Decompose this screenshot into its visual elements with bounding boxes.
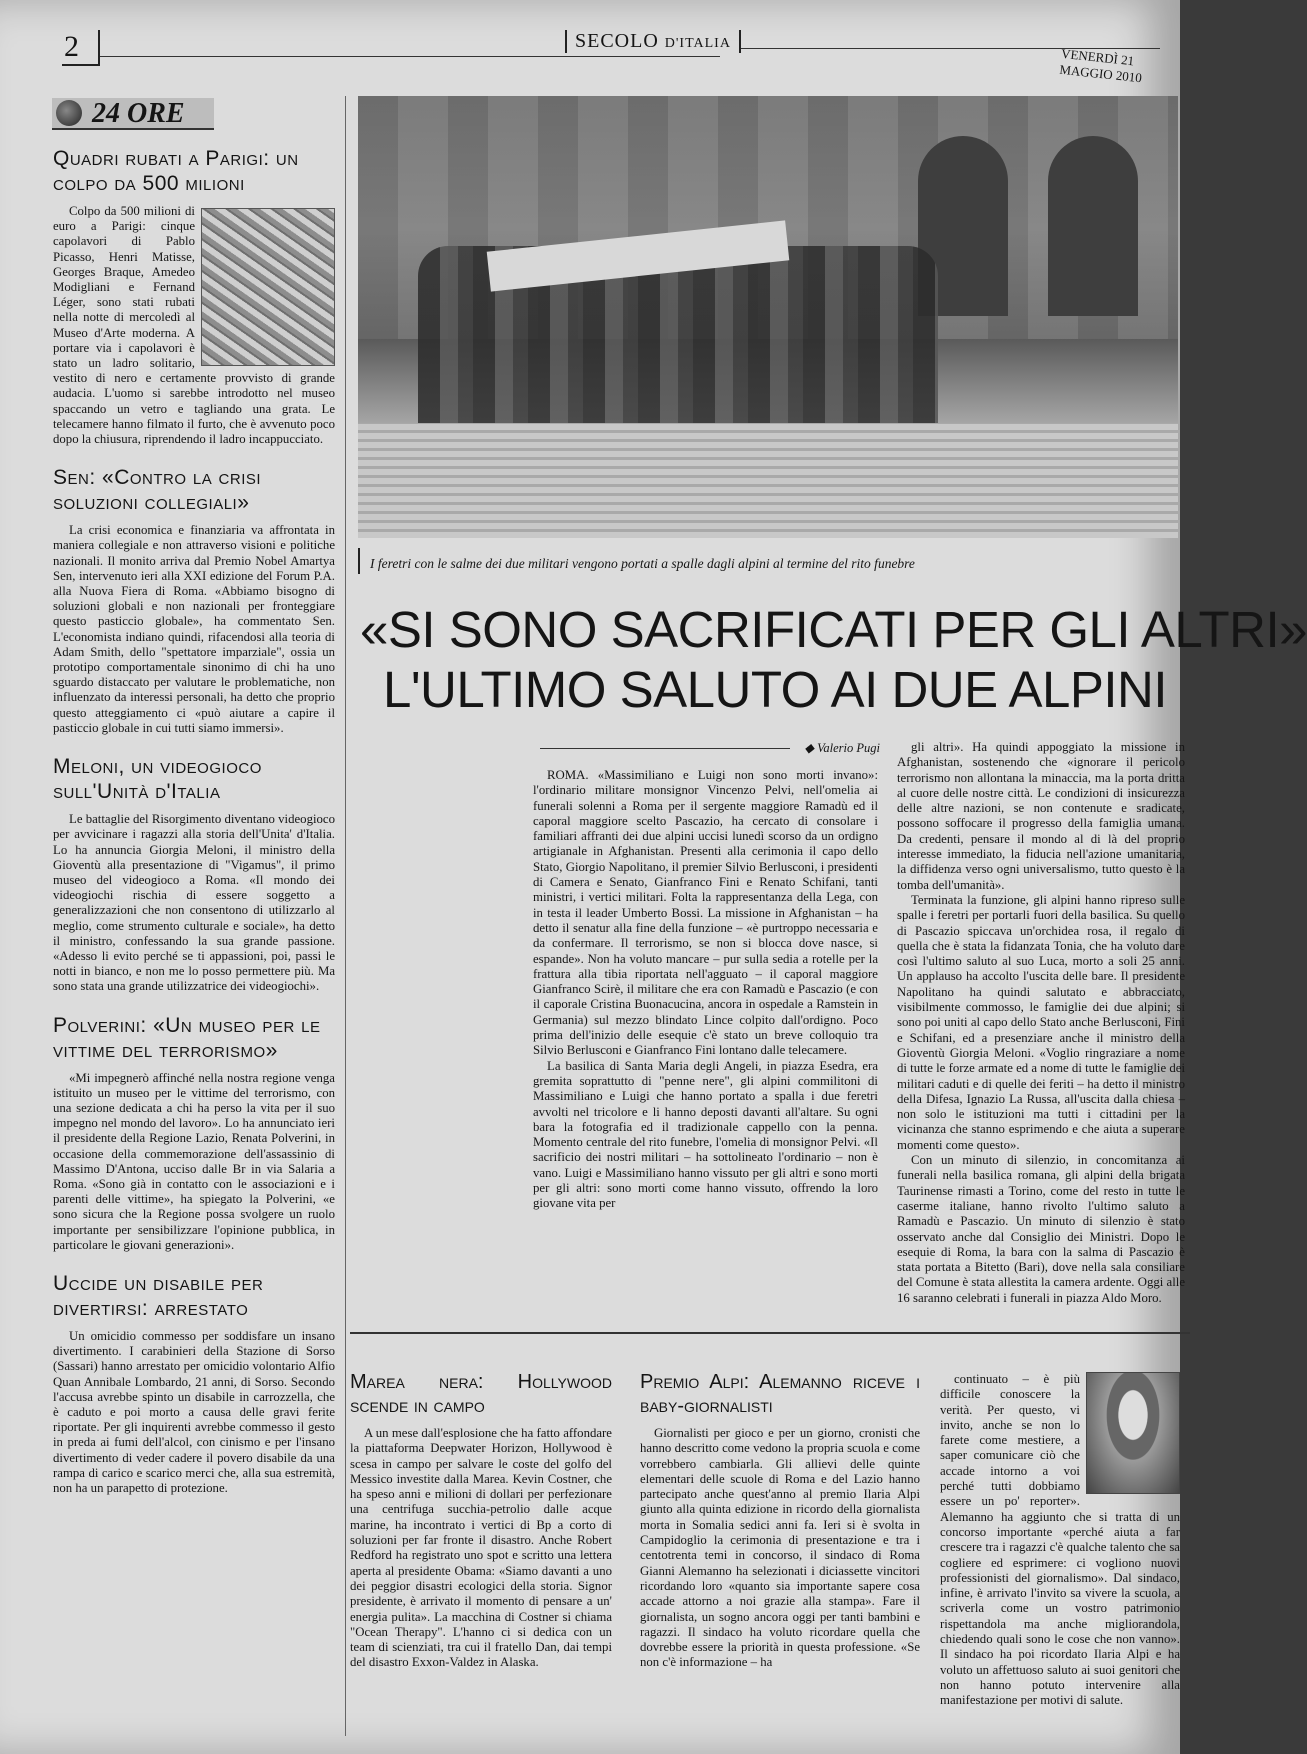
painting-thumbnail (201, 208, 335, 366)
paper-name-suffix: D'ITALIA (664, 36, 731, 51)
bottom-article-premio-alpi (640, 1370, 920, 1671)
page-number: 2 (62, 30, 100, 66)
section-logo (52, 98, 214, 130)
article-body: La crisi economica e finanziaria va affrontata in maniera collegiale e non attraverso visioni e politiche nazionali. Il monito arriva dal Premio Nobel Amartya Sen, intervenuto ieri alla XXI edizione del Forum P.A. alla Nuova Fiera di Roma. «Abbiamo bisogno di soluzioni globali e non nazionali per fronteggiare questo pasticcio globale», ha commentato Sen. L'economista indiano quindi, rifacendosi alla teoria di Adam Smith, dello "spettatore imparziale", ossia un prototipo comportamentale sinonimo di chi ha uno sguardo distaccato per valutare le problematiche, non influenzato da interessi personali, ha detto che proprio questo atteggiamento ci «può aiutare a capire il pasticcio globale in cui tutti siamo immersi». (53, 523, 335, 735)
article-body: Colpo da 500 milioni di euro a Parigi: cinque capolavori di Pablo Picasso, Henri Matisse, Georges Braque, Amedeo Modigliani e Fernand Léger, sono stati rubati nella notte di mercoledì al Museo d'Arte moderna. A portare via i capolavori è stato un ladro solitario, vestito di nero e certamente provvisto di grande audacia. L'uomo si sarebbe introdotto nel museo spaccando un vetro e tagliando una grata. Le telecamere hanno filmato il furto, che è avvenuto poco dopo la chiusura, riprendendo il ladro incappucciato. (53, 204, 335, 447)
article-body: A un mese dall'esplosione che ha fatto affondare la piattaforma Deepwater Horizon, Hollywood è scesa in campo per salvare le coste del golfo del Messico investite dalla Marea. Kevin Costner, che ha speso anni e milioni di dollari per perfezionare una centrifuga succhia-petrolio dalle acque marine, ha incontrato i vertici di Bp a corto di soluzioni per far fronte il disastro. Anche Robert Redford ha registrato uno spot e scritto una lettera aperta al presidente Obama: «Siamo davanti a uno dei peggior disastri ecologici della storia. Signor presidente, è arrivato il momento di pensare a un' energia pulita». La macchina di Costner si chiama "Ocean Therapy". L'hanno ci si dedica con un team di scienziati, tra cui il fratello Dan, dai tempi del disastro Exxon-Valdez in Alaska. (350, 1426, 612, 1670)
article-body: Giornalisti per gioco e per un giorno, cronisti che hanno descritto come vedono la propria scuola e come vorrebbero cambiarla. Gli allievi delle quinte elementari delle scuole di Roma e del Lazio hanno partecipato anche quest'anno al premio Ilaria Alpi giunto alla quinta edizione in ricordo della giornalista morta in Somalia sedici anni fa. Ieri si è svolta in Campidoglio la cerimonia di presentazione e tra i centotrenta temi in concorso, il sindaco di Roma Gianni Alemanno ha selezionati i diciassette vincitori ricordando loro «quanto sia importante sapere cosa accade attorno a noi grazie alla stampa». Fare il giornalista, un sogno ancora oggi per tanti bambini e ragazzi. Il sindaco ha voluto ricordare quella che dovrebbe essere la priorità in questa professione. «Se non c'è informazione – ha (640, 1426, 920, 1670)
article-body: Un omicidio commesso per soddisfare un insano divertimento. I carabinieri della Stazione di Sorso (Sassari) hanno arrestato per omicidio volontario Alfio Quan Annibale Lombardo, 21 anni, di Sorso. Secondo l'accusa avrebbe spinto un disabile in carrozzella, che è caduto e poi morto a causa delle gravi ferite riportate. Per gli inquirenti avrebbe commesso il gesto in preda ai fumi dell'alcol, con cinismo e per l'insano divertimento di veder cadere il povero disabile da una rampa di carico e scarico merci che, alla sua estremità, non ha un parapetto di protezione. (53, 1328, 335, 1495)
column-divider (345, 96, 346, 1736)
alemanno-portrait (1086, 1372, 1180, 1494)
article-title: Quadri rubati a Parigi: un colpo da 500 milioni (53, 147, 299, 195)
funeral-photo (358, 96, 1178, 538)
article-title: Marea nera: Hollywood scende in campo (350, 1371, 612, 1417)
article-body: continuato – è più difficile conoscere la verità. Per questo, vi invito, anche se non lo farete come mestiere, a saper comunicare ciò che accade intorno a voi perché tutti dobbiamo essere un po' reporter». Alemanno ha aggiunto che si tratta di un concorso importante «perché aiuta a far crescere tra i ragazzi c'è qualche talento che sa cogliere ed esprimere: ci vogliono nuovi professionisti del giornalismo». Dal sindaco, infine, è arrivato l'invito sa vivere la scuola, a scriverla come un vostro patrimonio rispettandola ma anche migliorandola, chiedendo quali sono le cose che non vanno». Il sindaco ha poi ricordato Ilaria Alpi e ha voluto un affettuoso saluto ai suoi genitori che non hanno potuto intervenire alla manifestazione per motivi di salute. (940, 1372, 1180, 1708)
section-divider (350, 1332, 1190, 1334)
article-body: «Mi impegnerò affinché nella nostra regione venga istituito un museo per le vittime del terrorismo, con una sezione dedicata a chi ha perso la vita per il suo impegno nel mondo del lavoro». Lo ha annunciato ieri il presidente della Regione Lazio, Renata Polverini, in occasione della commemorazione dell'assassinio di Massimo D'Antona, ucciso dalle Br in via Salaria a Roma. «Sono già in contatto con le associazioni e i parenti delle vittime», ha spiegato la Polverini, «e sono sicura che la Regione possa svolgere un ruolo importante per sensibilizzare l'opinione pubblica, in particolare le giovani generazioni». (53, 1070, 335, 1252)
photo-caption: I feretri con le salme dei due militari vengono portati a spalle dagli alpini al termine del rito funebre (370, 556, 915, 571)
article-title: Polverini: «Un museo per le vittime del terrorismo» (53, 1013, 321, 1062)
paper-name (565, 30, 741, 53)
header-rule-left (100, 56, 720, 57)
article-title: Uccide un disabile per divertirsi: arrestato (53, 1271, 264, 1320)
main-article-col-1 (533, 768, 878, 1212)
byline: ◆ Valerio Pugi (540, 740, 880, 756)
photo-arch (1048, 136, 1138, 316)
section-logo-text: 24 ORE (92, 98, 185, 129)
headline-line-2: L'ULTIMO SALUTO AI DUE ALPINI (382, 661, 1168, 718)
article-body: Le battaglie del Risorgimento diventano videogioco per avvicinare i ragazzi alla storia dell'Unita' d'Italia. Lo ha annuncia Giorgia Meloni, il ministro della Gioventù alla presentazione di "Vigamus", il primo museo del videogioco a Roma. «Il mondo dei videogiochi rischia di essere soggetto a generalizzazioni che non consentono di utilizzarlo al meglio, come strumento culturale e sociale», ha detto il ministro, confessando la sua grande passione. «Adesso li evito perché se ti appassioni, poi, passi le notti in bianco, e non me lo posso permettere più. Ma sono stata una grande utilizzatrice dei videogiochi». (53, 812, 335, 994)
bottom-article-hollywood (350, 1370, 612, 1671)
paragraph: La basilica di Santa Maria degli Angeli, in piazza Esedra, era gremita soprattutto di "penne nere", gli alpini commilitoni di Massimiliano e Luigi che hanno portato a spalla i due feretri avvolti nel tricolore e li hanno deposti davanti all'altare. Su ogni bara la fotografia ed il tradizionale cappello con la penna. Momento centrale del rito funebre, l'omelia di monsignor Pelvi. «Il sacrificio dei nostri militari – ha sottolineato l'ordinario – non è vano. Luigi e Massimiliano hanno vissuto per gli altri e sono morti per gli altri: sono morti come hanno vissuto, offrendo la loro giovane vita per (533, 1058, 878, 1211)
article-title: Premio Alpi: Alemanno riceve i baby-giornalisti (640, 1371, 920, 1417)
article-title: Meloni, un videogioco sull'Unità d'Italia (53, 755, 262, 804)
paragraph: gli altri». Ha quindi appoggiato la missione in Afghanistan, sostenendo che «ignorare il pericolo terrorismo non allontana la minaccia, ma la porta dritta al cuore delle nostre città. Le condizioni di insicurezza delle altre nazioni, se non contenute e sradicate, possono soffocare il progresso della famiglia umana. Da credenti, pensare il mondo al di là del proprio interesse immediato, la fiducia nell'azione umanitaria, la diffidenza verso ogni universalismo, tutto questo è la tomba dell'umanità». (897, 740, 1185, 892)
bottom-article-continuation (940, 1372, 1180, 1709)
paragraph: Terminata la funzione, gli alpini hanno ripreso sulle spalle i feretri per portarli fuori della basilica. Su quello di Pascazio spiccava un'orchidea rosa, il regalo di quella che è stata la fidanzata Tonia, che ha voluto dare così l'ultimo saluto al suo Luca, morto a soli 25 anni. Un applauso ha accolto l'uscita delle bare. Il presidente Napolitano ha quindi salutato e abbracciato, visibilmente commosso, le famiglie dei due alpini; si sono poi uniti al capo dello Stato anche Berlusconi, Fini e Schifani, ed a presenziare anche il ministro della Gioventù Giorgia Meloni. «Voglio ringraziare a nome di tutte le forze armate ed a nome di tutte le famiglie dei militari caduti e di quelle dei feriti – ha detto il ministro della Difesa, Ignazio La Russa, all'uscita dalla chiesa – non solo le istituzioni ma tutti i cittadini per la vicinanza che stanno esprimendo e che aiuta a superare momenti come questo». (897, 892, 1185, 1152)
article-title: Sen: «Contro la crisi soluzioni collegiali» (53, 466, 262, 515)
caption-bar (358, 548, 360, 574)
globe-icon (56, 100, 82, 126)
paragraph: Con un minuto di silenzio, in concomitanza ai funerali nella basilica romana, gli alpini della brigata Taurinense rimasti a Torino, come del resto in tutte le caserme italiane, hanno rivolto l'ultimo saluto a Ramadù e Pascazio. Un minuto di silenzio è stato osservato anche dal Consiglio dei Ministri. Dopo le esequie di Roma, la bara con la salma di Pascazio è stata portata a Bitetto (Bari), dove nella sala consiliare del Comune è stata allestita la camera ardente. Oggi alle 16 saranno celebrati i funerali in piazza Aldo Moro. (897, 1153, 1185, 1305)
paragraph: ROMA. «Massimiliano e Luigi non sono morti invano»: l'ordinario militare monsignor Vincenzo Pelvi, nell'omelia ai funerali solenni a Roma per il sergente maggiore Ramadù ed il caporal maggiore scelto Pascazio, ha cercato di consolare i familiari affranti dei due alpini uccisi lunedì scorso da un ordigno artigianale in Afghanistan. Presenti alla cerimonia il capo dello Stato, Giorgio Napolitano, il premier Silvio Berlusconi, i presidenti di Camera e Senato, Gianfranco Fini e Renato Schifani, tanti ministri, i vertici militari. Folta la rappresentanza della Lega, con in testa il leader Umberto Bossi. La missione in Afghanistan – ha detto il senatur alla fine della funzione – «è purtroppo necessaria e da confermare. Il terrorismo, se non si blocca dove nasce, si espande». Non ha voluto mancare – pur sulla sedia a rotelle per la frattura alla tibia riportata nell'agguato – il caporal maggiore Gianfranco Scirè, il militare che era con Ramadù e Pascazio (e con il caporale Cristina Buonacucina, ancora in ospedale a Ramstein in Germania) sul mezzo blindato Lince colpito dall'ordigno. Poco prima dell'inizio delle esequie c'è stato un breve colloquio tra Silvio Berlusconi e Gianfranco Fini lontano dalle telecamere. (533, 768, 878, 1058)
headline-line-1: «SI SONO SACRIFICATI PER GLI ALTRI» (360, 601, 1307, 658)
photo-ground (358, 423, 1178, 538)
left-column (45, 136, 335, 1496)
issue-date: VENERDÌ 21 MAGGIO 2010 (1058, 45, 1143, 86)
main-article-col-2 (897, 740, 1185, 1306)
paper-name-main: SECOLO (575, 30, 659, 52)
main-headline (360, 600, 1307, 720)
